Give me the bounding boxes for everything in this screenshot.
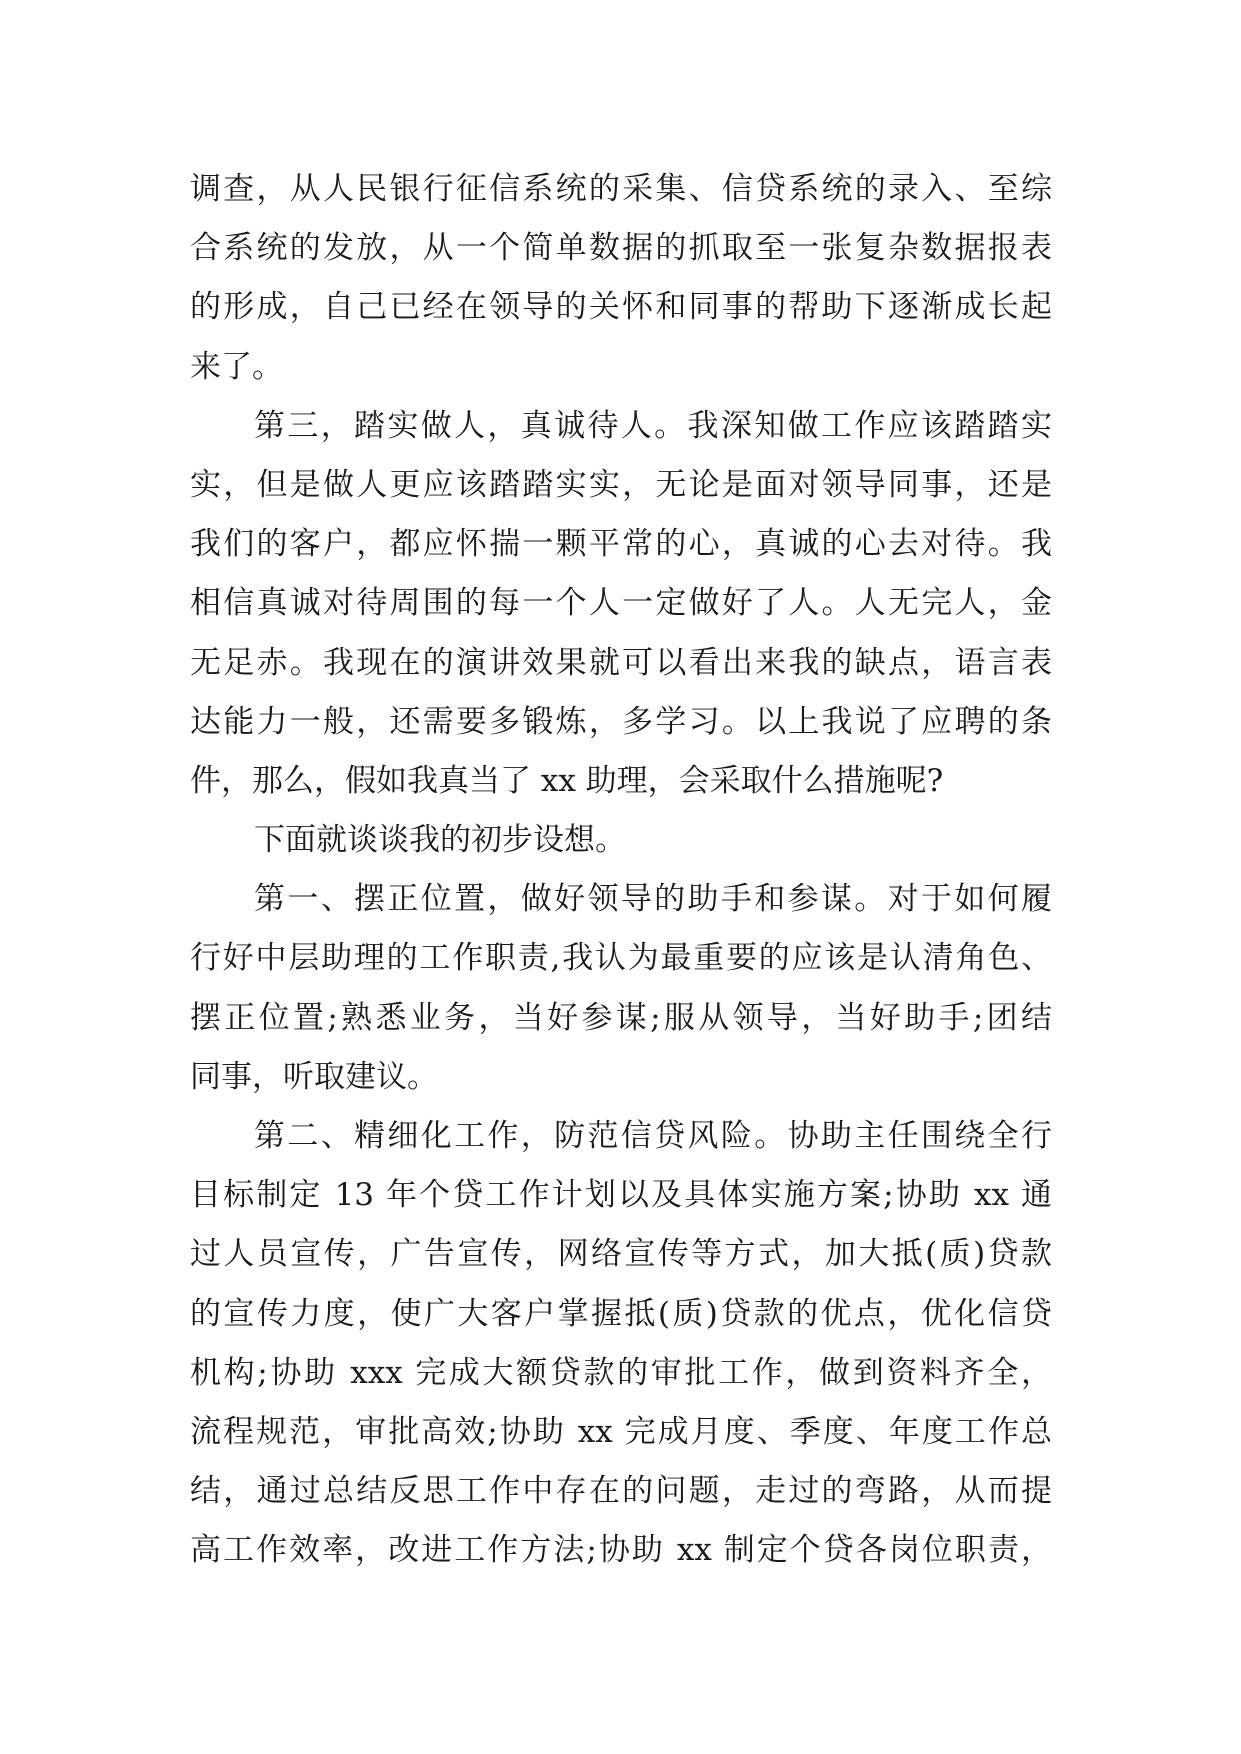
- paragraph-start-line: 下面就谈谈我的初步设想。: [254, 822, 626, 859]
- text-line: 结，通过总结反思工作中存在的问题，走过的弯路，从而提: [190, 1473, 1052, 1510]
- text-line: 的形成，自己已经在领导的关怀和同事的帮助下逐渐成长起: [190, 289, 1052, 326]
- text-line: 合系统的发放，从一个简单数据的抓取至一张复杂数据报表: [190, 230, 1052, 267]
- paragraph-start-line: 第二、精细化工作，防范信贷风险。协助主任围绕全行: [254, 1118, 1052, 1154]
- text-line: 我们的客户，都应怀揣一颗平常的心，真诚的心去对待。我: [190, 526, 1052, 563]
- text-line: 件，那么，假如我真当了 xx 助理，会采取什么措施呢?: [190, 762, 944, 799]
- paragraph-start-line: 第一、摆正位置，做好领导的助手和参谋。对于如何履: [254, 881, 1052, 918]
- body-text: [190, 160, 1052, 1581]
- text-line: 过人员宣传，广告宣传，网络宣传等方式，加大抵(质)贷款: [190, 1236, 1052, 1273]
- text-line: 调查，从人民银行征信系统的采集、信贷系统的录入、至综: [190, 171, 1052, 207]
- paragraph-start-line: 第三，踏实做人，真诚待人。我深知做工作应该踏踏实: [254, 407, 1052, 444]
- text-line: 来了。: [190, 348, 283, 385]
- text-line: 机构;协助 xxx 完成大额贷款的审批工作，做到资料齐全，: [190, 1354, 1052, 1391]
- text-line: 实，但是做人更应该踏踏实实，无论是面对领导同事，还是: [190, 466, 1052, 503]
- text-line: 高工作效率，改进工作方法;协助 xx 制定个贷各岗位职责，: [190, 1532, 1052, 1569]
- text-line: 行好中层助理的工作职责,我认为最重要的应该是认清角色、: [190, 940, 1052, 977]
- text-line: 目标制定 13 年个贷工作计划以及具体实施方案;协助 xx 通: [190, 1177, 1052, 1214]
- text-line: 相信真诚对待周围的每一个人一定做好了人。人无完人，金: [190, 585, 1052, 622]
- text-line: 流程规范，审批高效;协助 xx 完成月度、季度、年度工作总: [190, 1413, 1052, 1450]
- text-line: 摆正位置;熟悉业务，当好参谋;服从领导，当好助手;团结: [190, 999, 1052, 1036]
- text-line: 达能力一般，还需要多锻炼，多学习。以上我说了应聘的条: [190, 703, 1052, 740]
- text-line: 无足赤。我现在的演讲效果就可以看出来我的缺点，语言表: [190, 644, 1052, 681]
- text-line: 同事，听取建议。: [190, 1058, 438, 1095]
- text-line: 的宣传力度，使广大客户掌握抵(质)贷款的优点，优化信贷: [190, 1295, 1052, 1332]
